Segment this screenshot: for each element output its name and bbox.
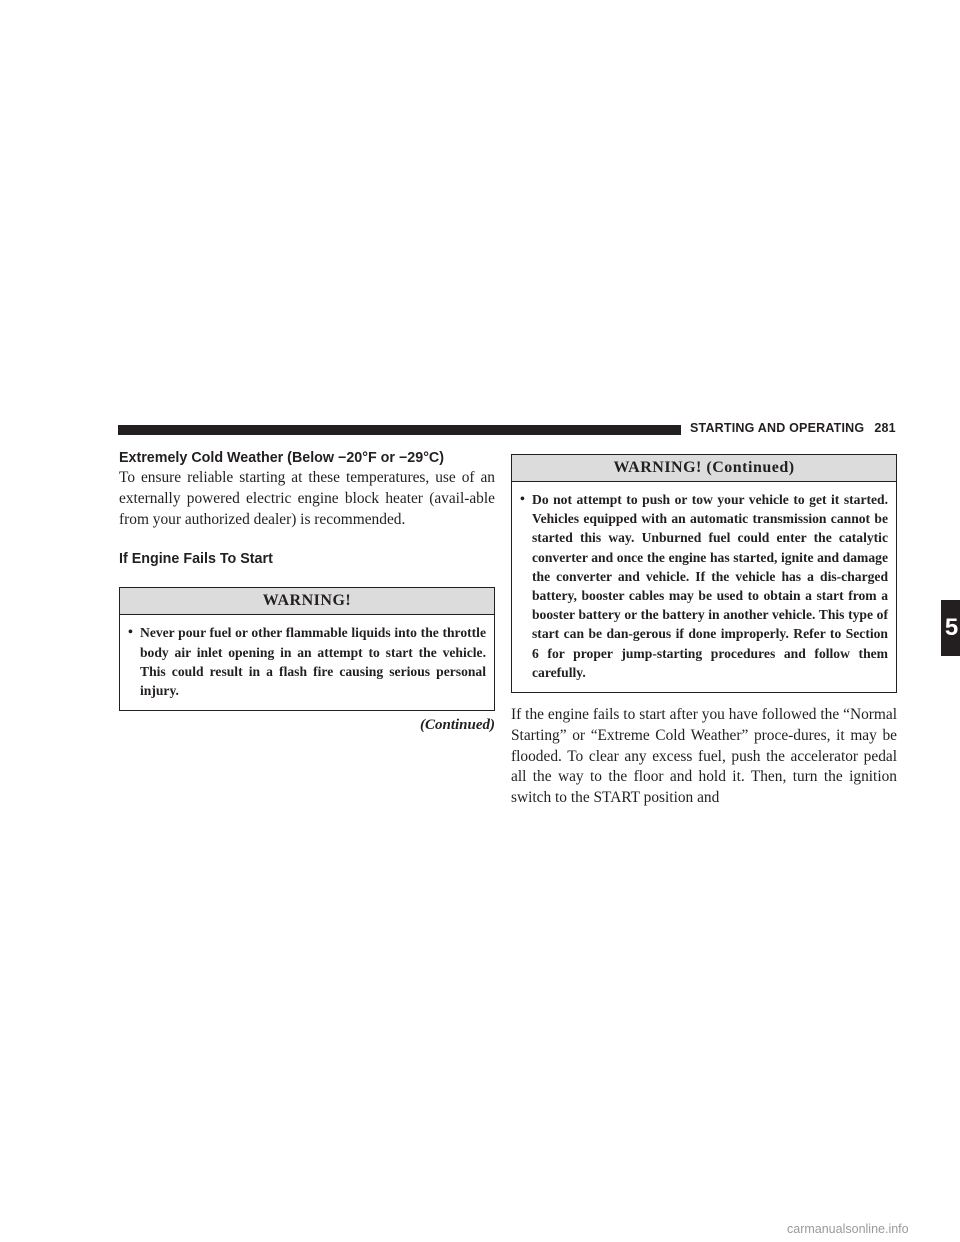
warning-continued-box [511,454,897,693]
section-tab: 5 [941,600,960,656]
left-column [119,448,495,734]
bullet-icon: • [520,492,525,507]
paragraph-cold-weather: To ensure reliable starting at these temperatures, use of an externally powered electric engine block heater (avail-able from your authorized dealer) is recommended. [119,469,495,528]
heading-engine-fails-to-start: If Engine Fails To Start [119,551,273,568]
page-number: 281 [874,421,896,435]
warning-continued-text: Do not attempt to push or tow your vehicle to get it started. Vehicles equipped with an automatic transmission cannot be started this way. Unburned fuel could enter the catalytic converter and once the engine has started, ignite and damage the converter and vehicle. If the vehicle has a dis-charged battery, booster cables may be used to obtain a start from a booster battery or the battery in another vehicle. This type of start can be dan-gerous if done improperly. Refer to Section 6 for proper jump-starting procedures and follow them carefully. [532,492,888,680]
warning-body [120,615,494,710]
warning-box [119,587,495,711]
bullet-icon: • [128,625,133,641]
heading-extremely-cold-weather: Extremely Cold Weather (Below −20°F or −29°C) [119,450,445,466]
continued-label: (Continued) [419,717,495,734]
warning-item [128,623,486,700]
warning-item [520,490,888,682]
running-header [690,421,896,435]
warning-text: Never pour fuel or other flammable liquids into the throttle body air inlet opening in an attempt to start the vehicle. This could result in a flash fire causing serious personal injury. [140,625,486,698]
section-title: STARTING AND OPERATING [690,421,865,435]
warning-continued-title: WARNING! (Continued) [512,455,896,482]
warning-continued-body [512,482,896,692]
warning-title: WARNING! [120,588,494,615]
header-rule [118,425,681,435]
right-column [511,454,897,809]
watermark: carmanualsonline.info [787,1222,909,1236]
paragraph-flooded-engine: If the engine fails to start after you have followed the “Normal Starting” or “Extreme Cold Weather” proce-dures, it may be flooded. To clear any excess fuel, push the accelerator pedal all the way to the floor and hold it. Then, turn the ignition switch to the START position and [511,706,897,807]
